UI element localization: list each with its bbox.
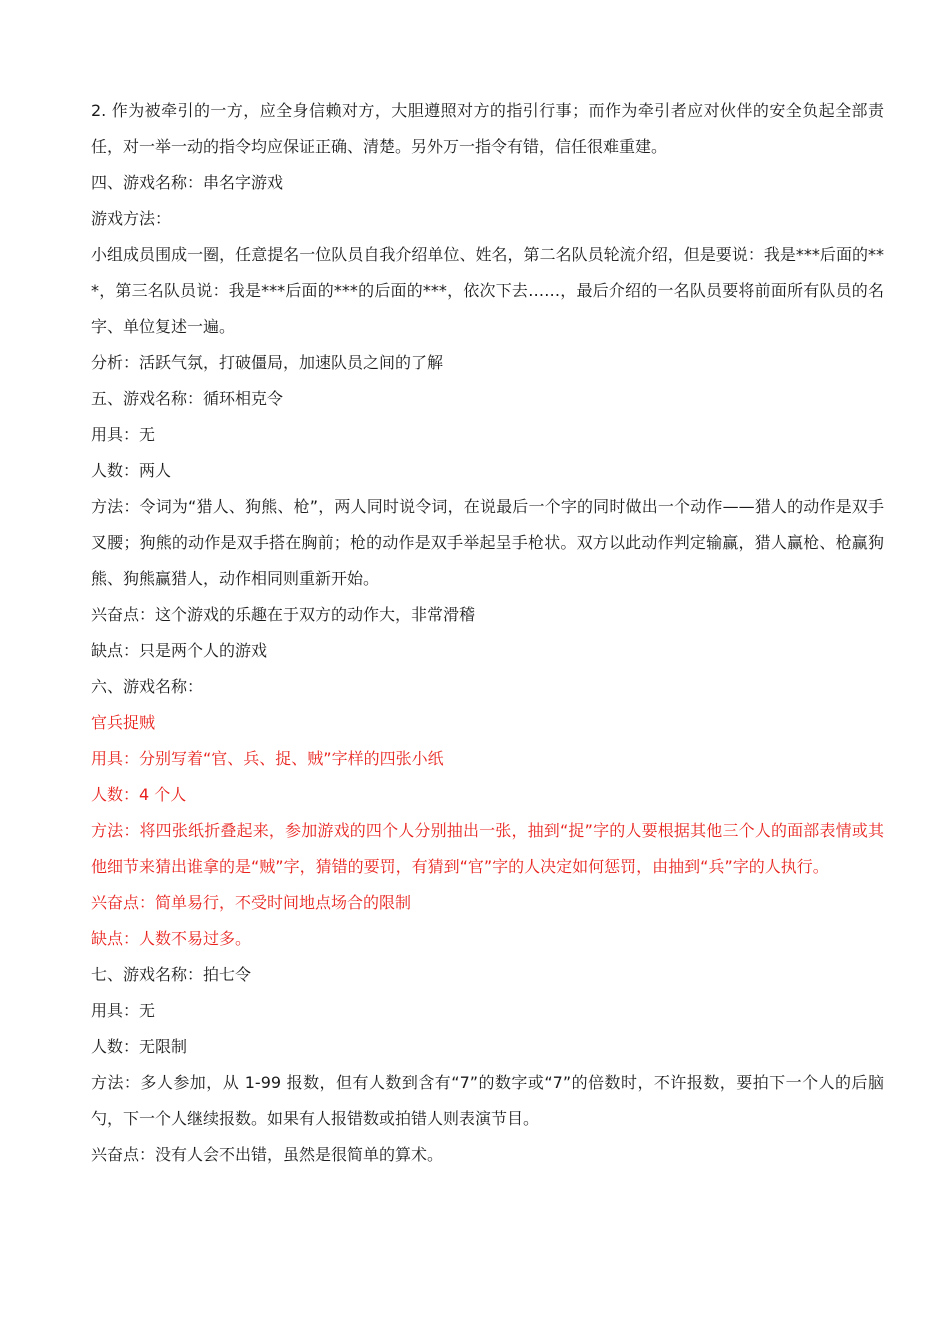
game-7-highlight: 兴奋点：没有人会不出错，虽然是很简单的算术。 — [91, 1145, 444, 1164]
game-5-drawback: 缺点：只是两个人的游戏 — [91, 641, 268, 660]
paragraph-trust-guidance: 2. 作为被牵引的一方，应全身信赖对方，大胆遵照对方的指引行事；而作为牵引者应对伙伴的安全负起全部责任，对一举一动的指令均应保证正确、清楚。另外万一指令有错，信任很难重建。 — [91, 101, 884, 156]
game-4-analysis: 分析：活跃气氛，打破僵局，加速队员之间的了解 — [91, 353, 444, 372]
game-6-players: 人数：4 个人 — [91, 785, 187, 804]
game-7-tools: 用具：无 — [91, 1001, 156, 1020]
game-6-drawback: 缺点：人数不易过多。 — [91, 929, 252, 948]
game-4-method: 小组成员围成一圈，任意提名一位队员自我介绍单位、姓名，第二名队员轮流介绍，但是要说：我是***后面的***，第三名队员说：我是***后面的***的后面的***，依次下去……，最后介绍的一名队员要将前面所有队员的名字、单位复述一遍。 — [91, 245, 884, 336]
heading-game-6: 六、游戏名称： — [91, 677, 204, 696]
heading-game-4: 四、游戏名称：串名字游戏 — [91, 173, 284, 192]
document-page — [91, 93, 884, 1173]
game-4-method-label: 游戏方法： — [91, 209, 172, 228]
heading-game-5: 五、游戏名称：循环相克令 — [91, 389, 284, 408]
game-5-players: 人数：两人 — [91, 461, 172, 480]
game-5-highlight: 兴奋点：这个游戏的乐趣在于双方的动作大，非常滑稽 — [91, 605, 476, 624]
game-6-method: 方法：将四张纸折叠起来，参加游戏的四个人分别抽出一张，抽到“捉”字的人要根据其他三个人的面部表情或其他细节来猜出谁拿的是“贼”字，猜错的要罚，有猜到“官”字的人决定如何惩罚，由抽到“兵”字的人执行。 — [91, 821, 884, 876]
heading-game-7: 七、游戏名称：拍七令 — [91, 965, 252, 984]
game-6-tools: 用具：分别写着“官、兵、捉、贼”字样的四张小纸 — [91, 749, 444, 768]
game-7-players: 人数：无限制 — [91, 1037, 188, 1056]
game-7-method: 方法：多人参加，从 1-99 报数，但有人数到含有“7”的数字或“7”的倍数时，不许报数，要拍下一个人的后脑勺，下一个人继续报数。如果有人报错数或拍错人则表演节目。 — [91, 1073, 884, 1128]
game-5-tools: 用具：无 — [91, 425, 156, 444]
game-5-method: 方法：令词为“猎人、狗熊、枪”，两人同时说令词，在说最后一个字的同时做出一个动作——猎人的动作是双手叉腰；狗熊的动作是双手搭在胸前；枪的动作是双手举起呈手枪状。双方以此动作判定输赢，猎人赢枪、枪赢狗熊、狗熊赢猎人，动作相同则重新开始。 — [91, 497, 884, 588]
game-6-highlight: 兴奋点：简单易行，不受时间地点场合的限制 — [91, 893, 412, 912]
game-6-title: 官兵捉贼 — [91, 713, 156, 732]
